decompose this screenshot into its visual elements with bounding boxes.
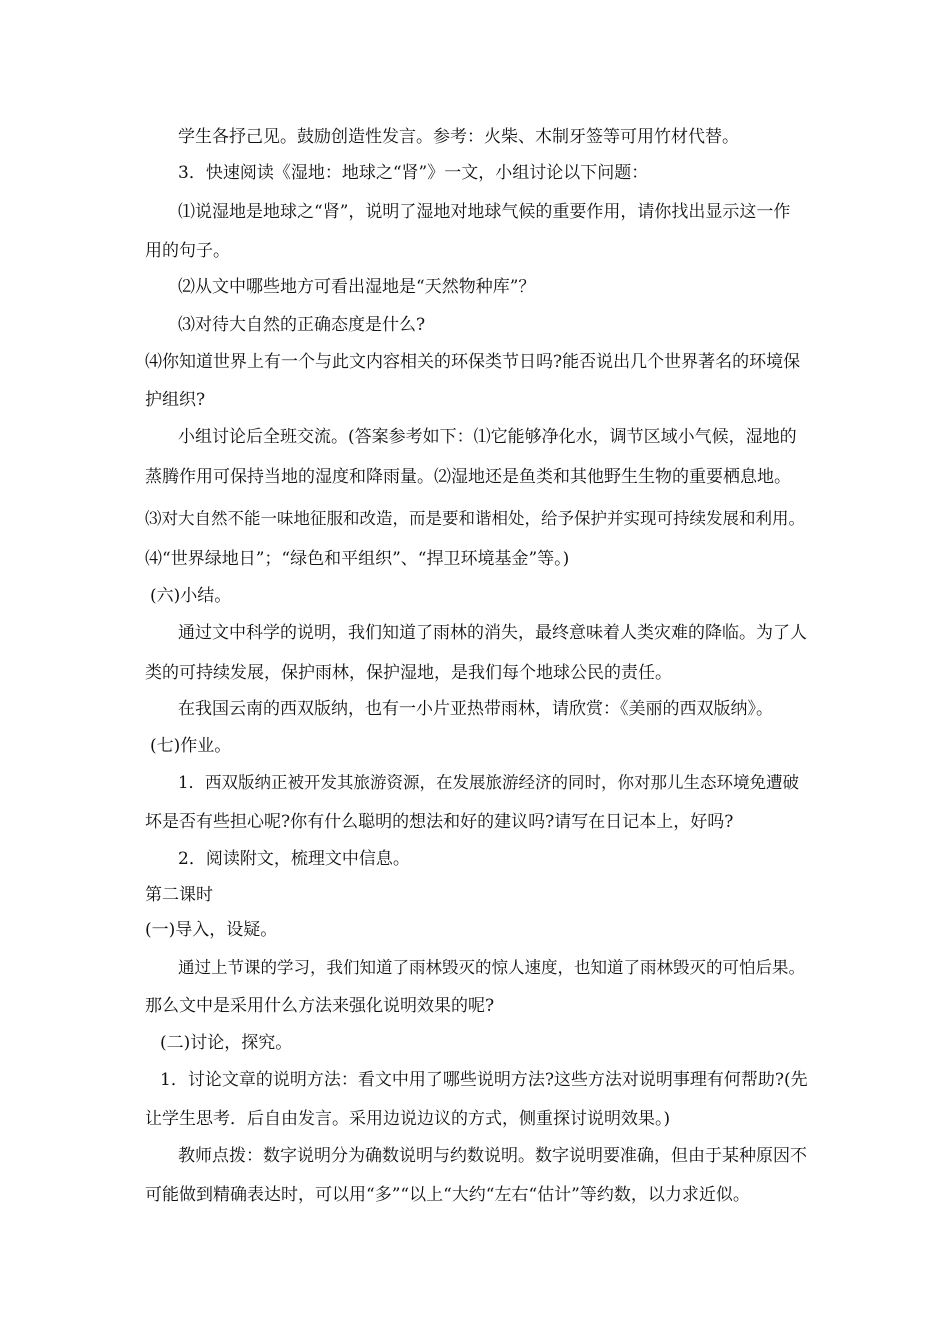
text-line: 类的可持续发展，保护雨林，保护湿地，是我们每个地球公民的责任。 <box>145 663 672 683</box>
text-line: ⑵从文中哪些地方可看出湿地是“天然物种库”？ <box>178 277 536 297</box>
text-line: 3．快速阅读《湿地：地球之“肾”》一文，小组讨论以下问题： <box>178 163 649 183</box>
text-line: 通过文中科学的说明，我们知道了雨林的消失，最终意味着人类灾难的降临。为了人 <box>178 623 807 643</box>
text-line: 学生各抒己见。鼓励创造性发言。参考：火柴、木制牙签等可用竹材代替。 <box>178 127 739 147</box>
text-line: 可能做到精确表达时，可以用“多”“以上“大约“左右“估计”等约数，以力求近似。 <box>145 1185 750 1205</box>
section-heading: (七)作业。 <box>150 736 232 756</box>
text-line: 1．讨论文章的说明方法：看文中用了哪些说明方法?这些方法对说明事理有何帮助?(先 <box>160 1070 808 1090</box>
text-line: 通过上节课的学习，我们知道了雨林毁灭的惊人速度，也知道了雨林毁灭的可怕后果。 <box>178 958 805 977</box>
text-line: ⑷“世界绿地日”；“绿色和平组织”、“捍卫环境基金”等。) <box>145 549 570 569</box>
text-line: 蒸腾作用可保持当地的湿度和降雨量。⑵湿地还是鱼类和其他野生生物的重要栖息地。 <box>145 467 791 487</box>
text-line: ⑷你知道世界上有一个与此文内容相关的环保类节日吗?能否说出几个世界著名的环境保 <box>145 352 801 372</box>
text-line: 1．西双版纳正被开发其旅游资源，在发展旅游经济的同时，你对那儿生态环境免遭破 <box>178 773 799 792</box>
text-line: 小组讨论后全班交流。(答案参考如下：⑴它能够净化水，调节区域小气候，湿地的 <box>178 427 797 447</box>
text-line: 用的句子。 <box>145 241 230 261</box>
text-line: ⑶对待大自然的正确态度是什么? <box>178 315 426 335</box>
section-heading: (二)讨论，探究。 <box>160 1033 293 1053</box>
text-line: 护组织? <box>145 390 206 410</box>
text-line: ⑶对大自然不能一味地征服和改造，而是要和谐相处，给予保护并实现可持续发展和利用。 <box>145 509 805 528</box>
text-line: 坏是否有些担心呢?你有什么聪明的想法和好的建议吗?请写在日记本上，好吗? <box>145 812 734 832</box>
text-line: ⑴说湿地是地球之“肾”，说明了湿地对地球气候的重要作用，请你找出显示这一作 <box>178 202 791 222</box>
text-line: 那么文中是采用什么方法来强化说明效果的呢? <box>145 996 495 1016</box>
text-line: 2．阅读附文，梳理文中信息。 <box>178 849 410 869</box>
lesson-heading: 第二课时 <box>145 885 213 905</box>
text-line: 在我国云南的西双版纳，也有一小片亚热带雨林，请欣赏：《美丽的西双版纳》。 <box>178 699 773 719</box>
text-line: 教师点拨：数字说明分为确数说明与约数说明。数字说明要准确，但由于某种原因不 <box>178 1146 807 1166</box>
section-heading: (一)导入，设疑。 <box>145 920 278 940</box>
text-line: 让学生思考．后自由发言。采用边说边议的方式，侧重探讨说明效果。) <box>145 1109 671 1129</box>
section-heading: (六)小结。 <box>150 586 232 606</box>
